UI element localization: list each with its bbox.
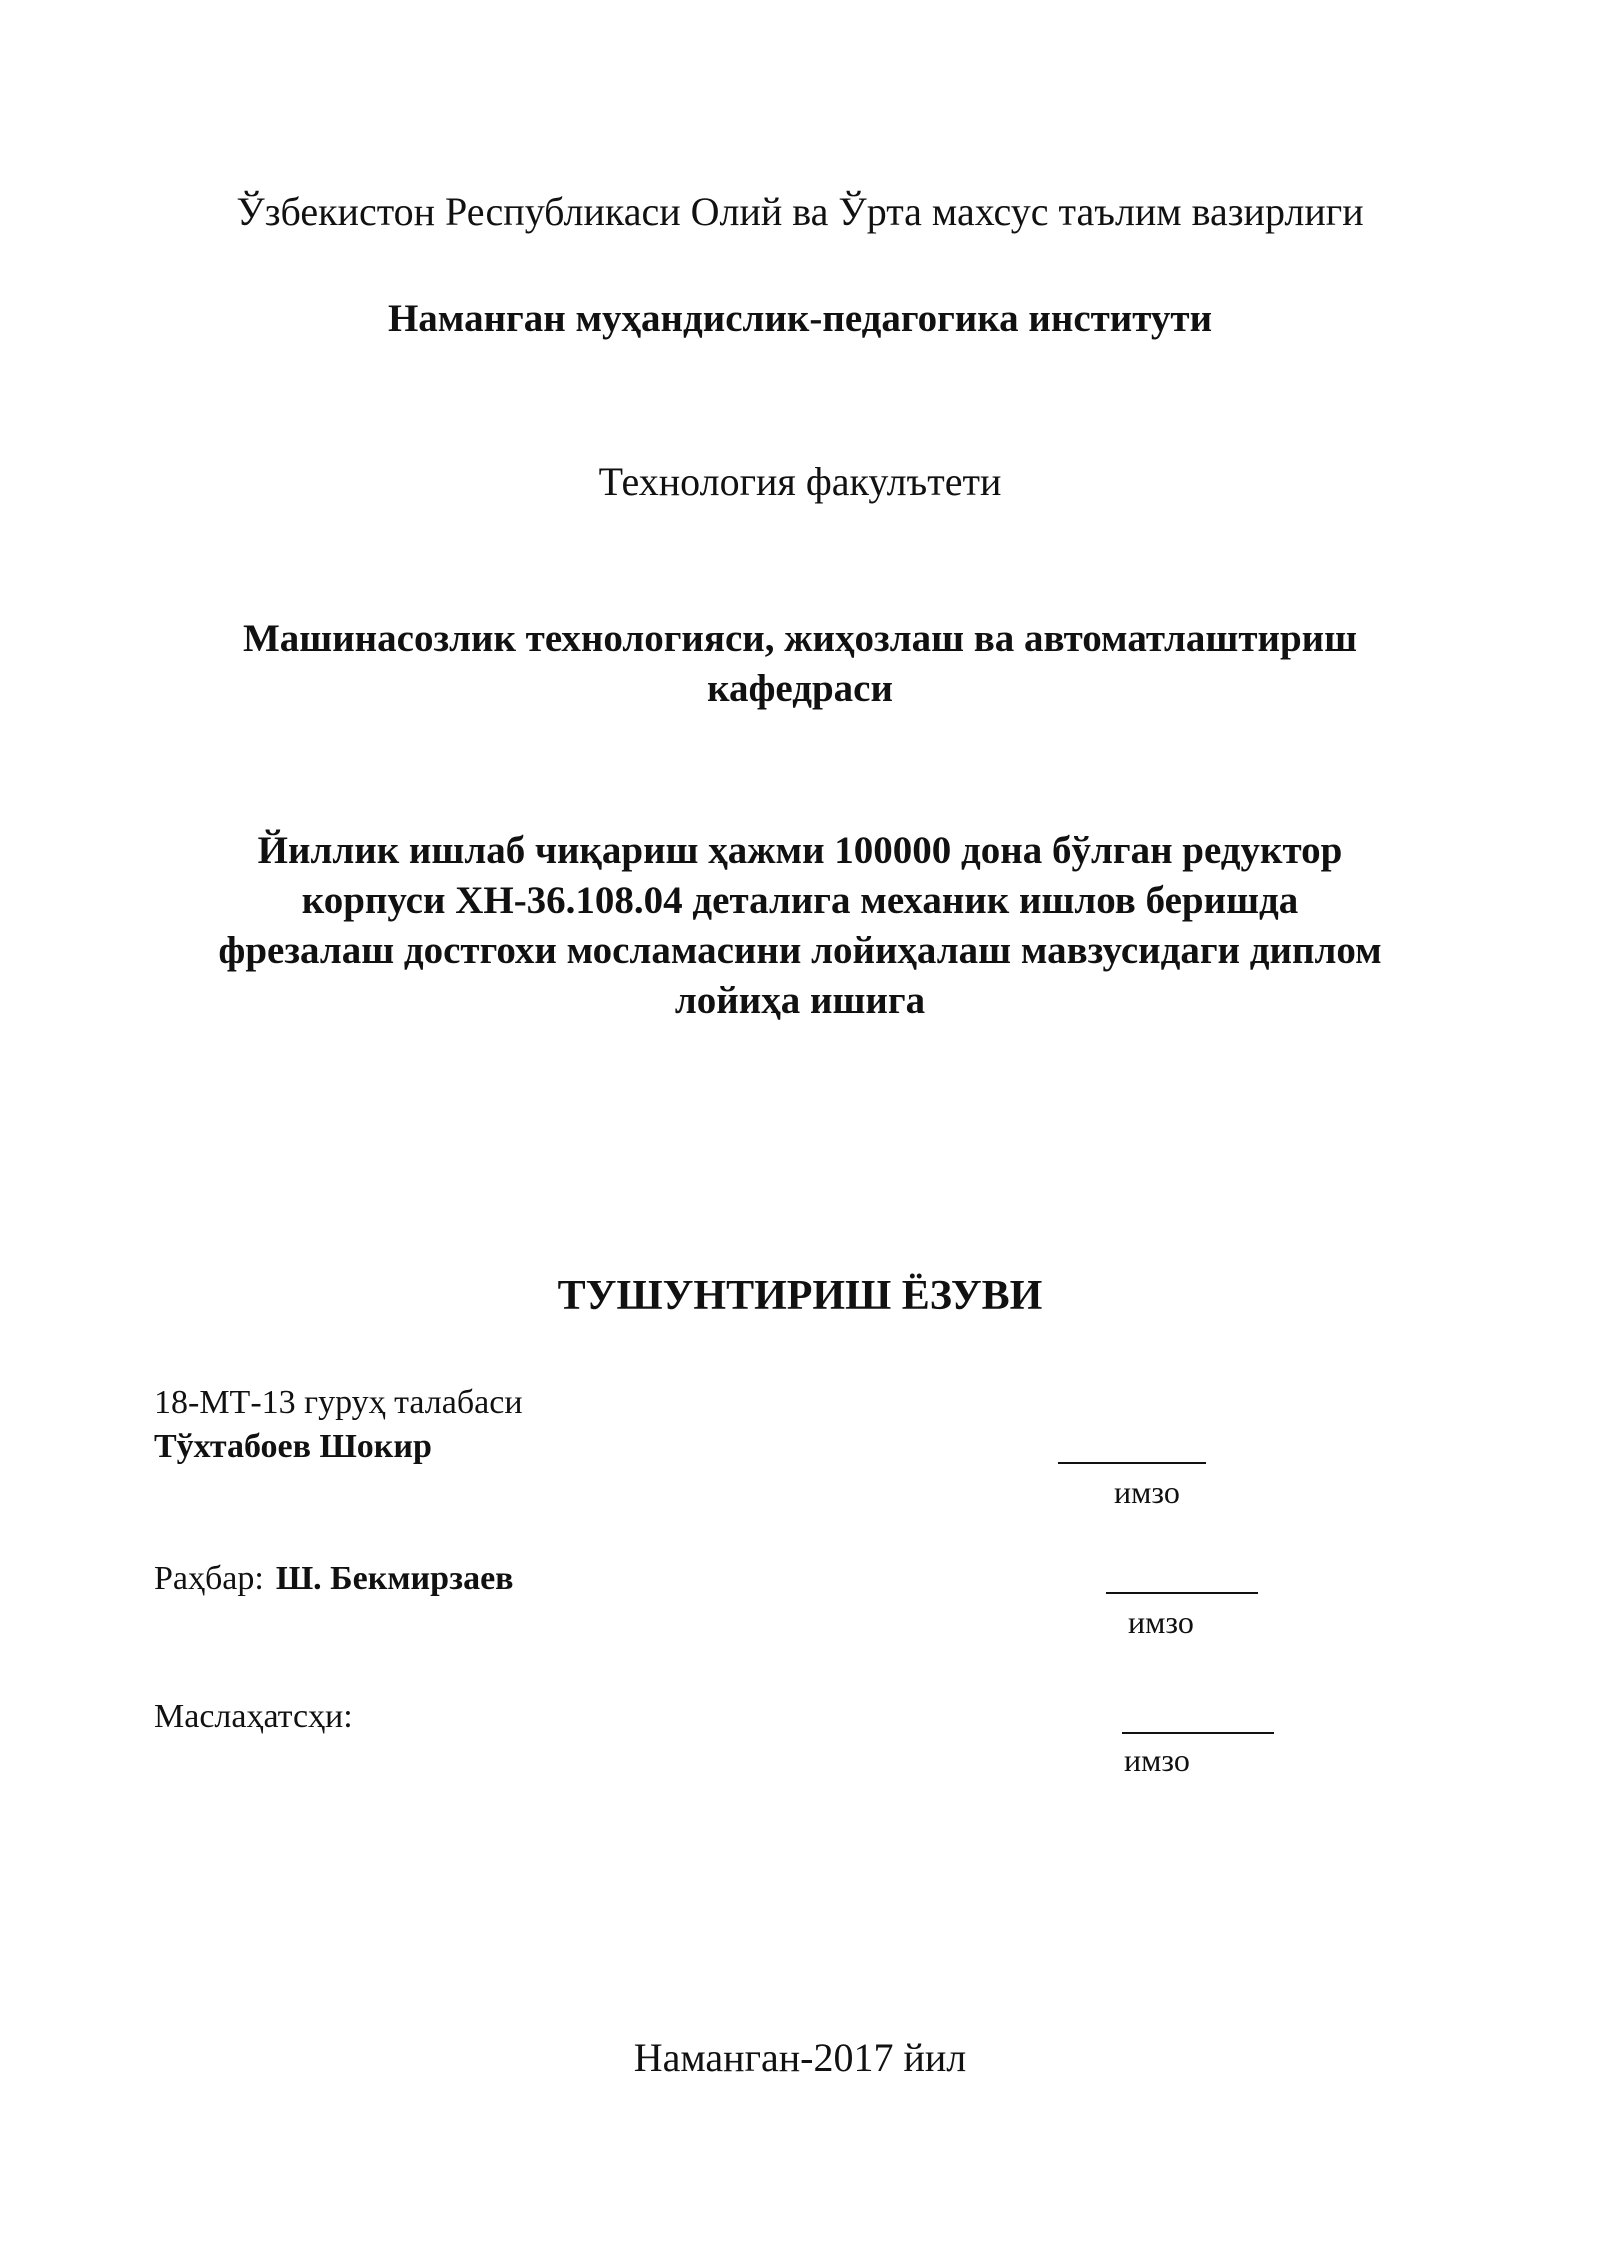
topic-line-4: лойиҳа ишига	[674, 979, 926, 1022]
ministry-title: Ўзбекистон Республикаси Олий ва Ўрта махсус таълим вазирлиги	[236, 189, 1364, 234]
document-type-title: ТУШУНТИРИШ ЁЗУВИ	[557, 1273, 1043, 1319]
consultant-label: Маслаҳатсҳи:	[154, 1698, 353, 1735]
supervisor-signature-caption: имзо	[1128, 1604, 1194, 1640]
department-line-2: кафедраси	[707, 667, 893, 710]
topic-line-2: корпуси ХН-36.108.04 деталига механик ишлов беришда	[301, 879, 1299, 922]
faculty-name: Технология факулътети	[598, 459, 1002, 504]
supervisor-label: Раҳбар:	[154, 1560, 264, 1597]
student-signature-line	[1058, 1462, 1206, 1464]
topic-line-3: фрезалаш достгохи мосламасини лойиҳалаш мавзусидаги диплом	[218, 929, 1382, 972]
consultant-signature-caption: имзо	[1124, 1742, 1190, 1778]
project-topic	[0, 826, 1600, 1026]
student-group: 18-МТ-13 гуруҳ талабаси	[154, 1384, 523, 1421]
supervisor-signature-line	[1106, 1592, 1258, 1594]
student-name: Тўхтабоев Шокир	[154, 1428, 432, 1465]
consultant-signature-line	[1122, 1732, 1274, 1734]
institute-name: Наманган муҳандислик-педагогика институти	[387, 297, 1213, 340]
student-signature-caption: имзо	[1114, 1474, 1180, 1510]
department-name	[0, 614, 1600, 714]
city-year: Наманган-2017 йил	[633, 2035, 967, 2080]
department-line-1: Машинасозлик технологияси, жиҳозлаш ва автоматлаштириш	[242, 617, 1358, 660]
topic-line-1: Йиллик ишлаб чиқариш ҳажми 100000 дона бўлган редуктор	[257, 829, 1343, 872]
supervisor-name: Ш. Бекмирзаев	[275, 1560, 514, 1597]
supervisor-row	[154, 1560, 514, 1598]
